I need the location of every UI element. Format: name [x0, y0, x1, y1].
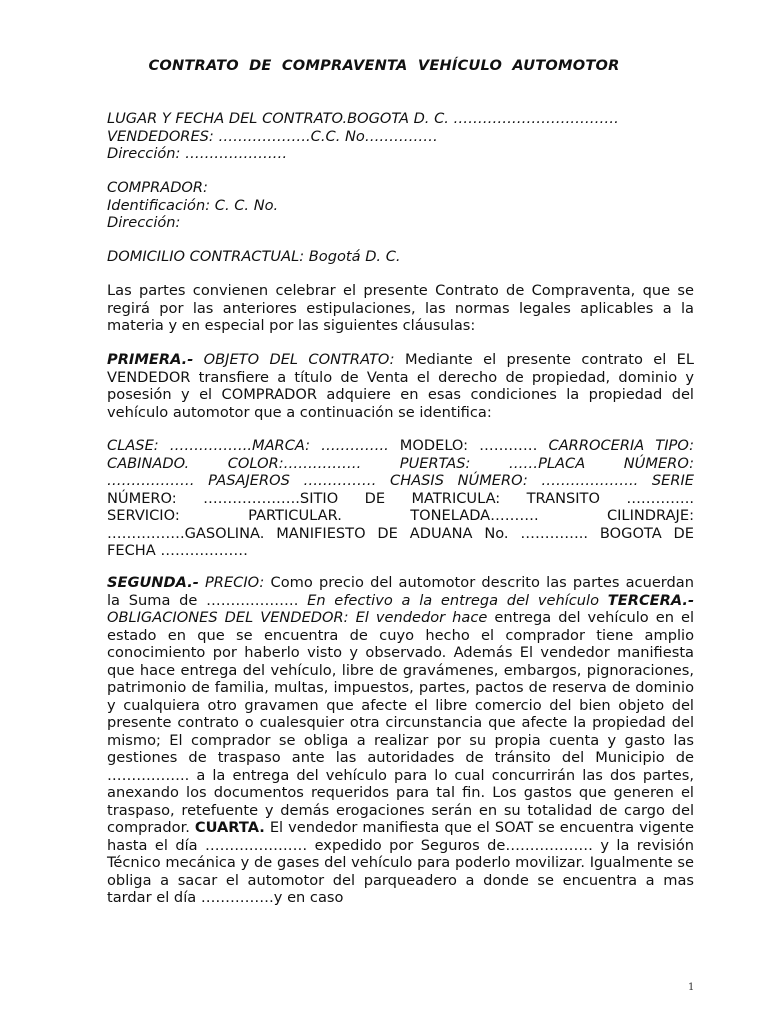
clausula-segunda-tercera-cuarta [107, 574, 694, 907]
segunda-forma-pago: En efectivo a la entrega del vehículo [307, 591, 600, 609]
vehiculo-line-4: NÚMERO: ………………..SITIO DE MATRICULA: TRANSITO ………….. [107, 489, 694, 507]
carroceria-field: CARROCERIA TIPO: [548, 437, 694, 454]
vehiculo-datos [107, 437, 694, 560]
tercera-heading: TERCERA.- [607, 591, 695, 609]
cuarta-heading: CUARTA. [194, 819, 265, 836]
vendedor-direccion-line: Dirección: ………………… [107, 145, 288, 162]
primera-heading: PRIMERA.- [107, 351, 194, 368]
segunda-heading: SEGUNDA.- [107, 574, 199, 591]
document-title: CONTRATO DE COMPRAVENTA VEHÍCULO AUTOMOTOR [148, 57, 620, 74]
comprador-identificacion: Identificación: C. C. No. [107, 196, 279, 214]
clase-field: CLASE: …………….. [107, 437, 252, 454]
vehiculo-line-7: FECHA ……………… [107, 542, 248, 559]
lugar-fecha-line: LUGAR Y FECHA DEL CONTRATO.BOGOTA D. C. ……………………………. [107, 110, 619, 127]
comprador-label: COMPRADOR: [107, 179, 208, 196]
vehiculo-line-2: CABINADO. COLOR:……………. PUERTAS: ……PLACA NÚMERO: [107, 454, 694, 472]
intro-paragraph: Las partes convienen celebrar el presente Contrato de Compraventa, que se regirá por las anteriores estipulaciones, las normas legales aplicables a la materia y en especial por las siguientes cláusulas: [107, 282, 694, 334]
clausula-primera [107, 351, 694, 421]
tercera-subtitle: OBLIGACIONES DEL VENDEDOR: El vendedor hace [107, 609, 488, 626]
primera-subtitle: OBJETO DEL CONTRATO: [203, 351, 395, 368]
cuarta-text: El vendedor manifiesta que el SOAT se encuentra vigente hasta el día ………………… expedido por Seguros de……………… y la revisión Técnico mecánica y de gases del vehículo para poderlo movilizar. Igualmente se obliga a sacar el automotor del parqueadero a donde se encuentra a mas tardar el día ……………y en caso [107, 819, 695, 906]
domicilio-line: DOMICILIO CONTRACTUAL: Bogotá D. C. [107, 248, 401, 265]
page-number: 1 [688, 982, 695, 993]
comprador-block [107, 179, 694, 232]
vehiculo-line-5: SERVICIO: PARTICULAR. TONELADA………. CILINDRAJE: [107, 507, 694, 524]
primera-text: Mediante el presente contrato el EL VENDEDOR transfiere a título de Venta el derecho de propiedad, dominio y posesión y el COMPRADOR adquiere en esas condiciones la propiedad del vehículo automotor que a continuación se identifica: [107, 351, 695, 421]
segunda-subtitle: PRECIO: [205, 574, 265, 591]
vehiculo-line-6: …………….GASOLINA. MANIFIESTO DE ADUANA No. ………….. BOGOTA DE [107, 524, 694, 542]
comprador-direccion: Dirección: [107, 214, 181, 231]
segunda-text: Como precio del automotor descrito las partes acuerdan la Suma de ………………. [107, 574, 695, 609]
vehiculo-line-1 [107, 437, 694, 455]
vehiculo-line-3: ……………… PASAJEROS …………… CHASIS NÚMERO: ……………….. SERIE [107, 472, 694, 489]
header-block [107, 110, 694, 163]
tercera-text: entrega del vehículo en el estado en que se encuentra de cuyo hecho el comprador tiene amplio conocimiento por haberlo visto y observado. Además El vendedor manifiesta que hace entrega del vehículo, libre de gravámenes, embargos, pignoraciones, patrimonio de familia, multas, impuestos, partes, pactos de reserva de dominio y cualquiera otro gravamen que afecte el libre comercio del bien objeto del presente contrato o cualesquier otra circunstancia que afecte la propiedad del mismo; El comprador se obliga a realizar por su propia cuenta y gasto las gestiones de traspaso ante las autoridades de tránsito del Municipio de …………….. a la entrega del vehículo para lo cual concurrirán las dos partes, anexando los documentos requeridos para tal fin. Los gastos que generen el traspaso, retefuente y demás erogaciones serán en su totalidad de cargo del comprador. [107, 609, 694, 836]
modelo-field: MODELO: ………… [399, 437, 549, 454]
marca-field: MARCA: ………….. [251, 437, 389, 454]
vendedores-line: VENDEDORES: ……………….C.C. No…………… [107, 127, 438, 145]
